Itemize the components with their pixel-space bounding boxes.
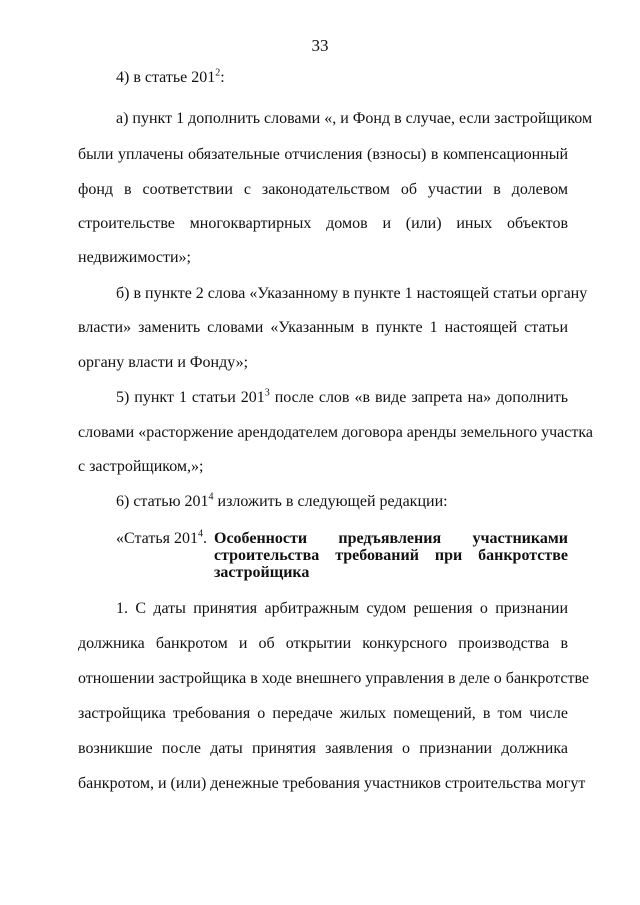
superscript: 4 <box>197 528 203 540</box>
text: «Статья 201 <box>116 530 198 547</box>
article-title-line: Особенности предъявления участниками <box>214 530 568 547</box>
text: . <box>202 530 207 547</box>
text-line: б) в пункте 2 слова «Указанному в пункте 1 настоящей статьи органу <box>116 285 588 302</box>
text-line: возникшие после даты принятия заявления о признании должника <box>78 740 568 757</box>
superscript: 2 <box>215 67 221 79</box>
list-item-4 <box>116 68 568 88</box>
superscript: 3 <box>264 387 270 399</box>
text-line: власти» заменить словами «Указанным в пункте 1 настоящей статьи <box>78 319 568 336</box>
text: 6) статью 201 <box>116 493 209 510</box>
page-number: 33 <box>311 36 329 55</box>
text-line: словами «расторжение арендодателем договора аренды земельного участка <box>78 424 593 441</box>
text-line: органу власти и Фонду»; <box>78 354 249 371</box>
text-line: строительстве многоквартирных домов и (или) иных объектов <box>78 215 568 232</box>
text: : <box>220 69 225 86</box>
text-line: недвижимости»; <box>78 249 191 266</box>
article-title-line: застройщика <box>214 564 310 581</box>
text: после слов «в виде запрета на» дополнить <box>269 389 569 406</box>
text: 5) пункт 1 статьи 201 <box>116 389 265 406</box>
text: изложить в следующей редакции: <box>213 493 448 510</box>
article-title-line: строительства требований при банкротстве <box>214 547 568 564</box>
list-item-6 <box>116 492 568 512</box>
text-line: застройщика требования о передаче жилых помещений, в том числе <box>78 705 568 722</box>
text-line: 1. С даты принятия арбитражным судом решения о признании <box>116 600 568 617</box>
text-line: а) пункт 1 дополнить словами «, и Фонд в случае, если застройщиком <box>116 110 593 127</box>
text-line: с застройщиком,»; <box>78 458 204 475</box>
text-line: были уплачены обязательные отчисления (взносы) в компенсационный <box>78 146 568 163</box>
list-item-5 <box>116 388 568 408</box>
text-line: банкротом, и (или) денежные требования участников строительства могут <box>78 775 586 792</box>
article-label <box>116 529 207 549</box>
superscript: 4 <box>208 491 214 503</box>
text: 4) в статье 201 <box>116 69 216 86</box>
text-line: фонд в соответствии с законодательством об участии в долевом <box>78 181 568 198</box>
text-line: отношении застройщика в ходе внешнего управления в деле о банкротстве <box>78 670 590 687</box>
text-line: должника банкротом и об открытии конкурсного производства в <box>78 635 568 652</box>
